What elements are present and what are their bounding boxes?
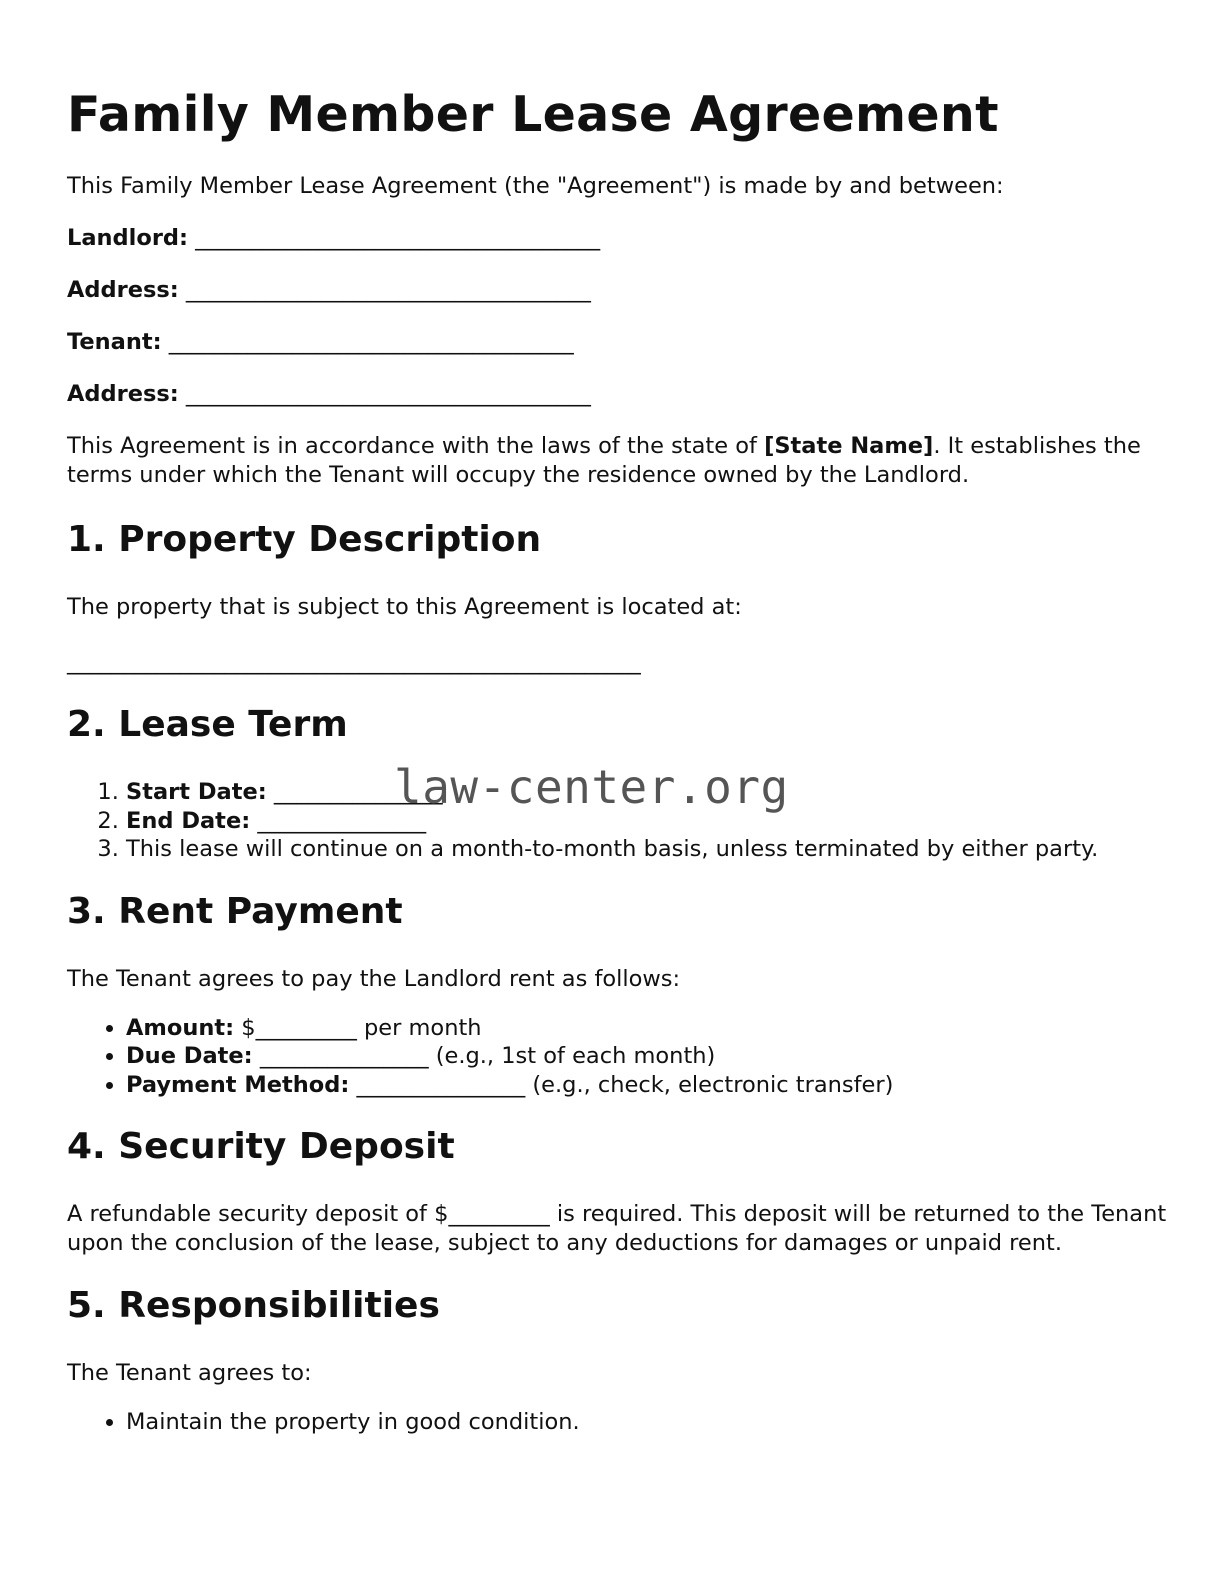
list-item bbox=[126, 1014, 1177, 1043]
item-text: _______________ bbox=[266, 779, 443, 805]
field-label: Tenant: bbox=[67, 329, 162, 355]
responsibilities-list bbox=[67, 1408, 1177, 1437]
law-clause-text: This Agreement is in accordance with the laws of the state of bbox=[67, 433, 765, 459]
property-address-blank: ___________________________________________________ bbox=[67, 649, 641, 675]
item-label: Start Date: bbox=[126, 779, 267, 805]
section-heading-term: 2. Lease Term bbox=[67, 704, 348, 745]
watermark: law-center.org bbox=[394, 760, 789, 814]
law-clause-paragraph bbox=[67, 432, 1177, 490]
landlord-address-field bbox=[67, 276, 1177, 305]
field-label: Address: bbox=[67, 381, 179, 407]
item-label: End Date: bbox=[126, 807, 251, 834]
rent-text: The Tenant agrees to pay the Landlord rent as follows: bbox=[67, 965, 681, 992]
list-item bbox=[126, 1042, 1177, 1071]
blank-line: ____________________________________ bbox=[168, 329, 574, 355]
item-text: _______________ bbox=[250, 807, 427, 834]
rent-list bbox=[67, 1014, 1177, 1100]
blank-line: ____________________________________ bbox=[185, 277, 591, 303]
list-item bbox=[126, 835, 1177, 864]
list-item bbox=[126, 1071, 1177, 1100]
section-heading-responsibilities: 5. Responsibilities bbox=[67, 1285, 440, 1326]
blank-line: ____________________________________ bbox=[195, 225, 601, 251]
item-text: _______________ (e.g., check, electronic transfer) bbox=[349, 1071, 894, 1098]
blank-line: ____________________________________ bbox=[185, 381, 591, 407]
landlord-field bbox=[67, 224, 1177, 253]
item-label: Amount: bbox=[126, 1014, 235, 1041]
item-text: $_________ per month bbox=[234, 1014, 482, 1041]
list-item: • Maintain the property in good condition. bbox=[126, 1408, 1177, 1437]
section-heading-rent: 3. Rent Payment bbox=[67, 890, 403, 932]
state-name: [State Name] bbox=[764, 433, 934, 459]
tenant-field bbox=[67, 328, 1177, 357]
item-label: Payment Method: bbox=[126, 1071, 350, 1098]
item-label: Due Date: bbox=[126, 1043, 253, 1069]
section-heading-property: 1. Property Description bbox=[67, 519, 542, 560]
law-clause-text-end: . It establishes the terms under which the Tenant will occupy the residence owned by the Landlord. bbox=[67, 433, 1141, 488]
document-title: Family Member Lease Agreement bbox=[67, 86, 999, 143]
responsibilities-text: The Tenant agrees to: bbox=[67, 1360, 312, 1386]
item-text: _______________ (e.g., 1st of each month) bbox=[252, 1043, 716, 1069]
field-label: Address: bbox=[67, 277, 179, 303]
deposit-text: A refundable security deposit of $_________ is required. This deposit will be returned to the Tenant upon the conclusion of the lease, subject to any deductions for damages or unpaid rent. bbox=[67, 1201, 1167, 1256]
field-label: Landlord: bbox=[67, 225, 189, 251]
intro-paragraph: This Family Member Lease Agreement (the "Agreement") is made by and between: bbox=[67, 173, 1004, 199]
tenant-address-field bbox=[67, 380, 1177, 409]
property-text: The property that is subject to this Agreement is located at: bbox=[67, 594, 742, 620]
section-heading-deposit: 4. Security Deposit bbox=[67, 1126, 455, 1167]
item-text: This lease will continue on a month-to-month basis, unless terminated by either party. bbox=[126, 836, 1099, 862]
